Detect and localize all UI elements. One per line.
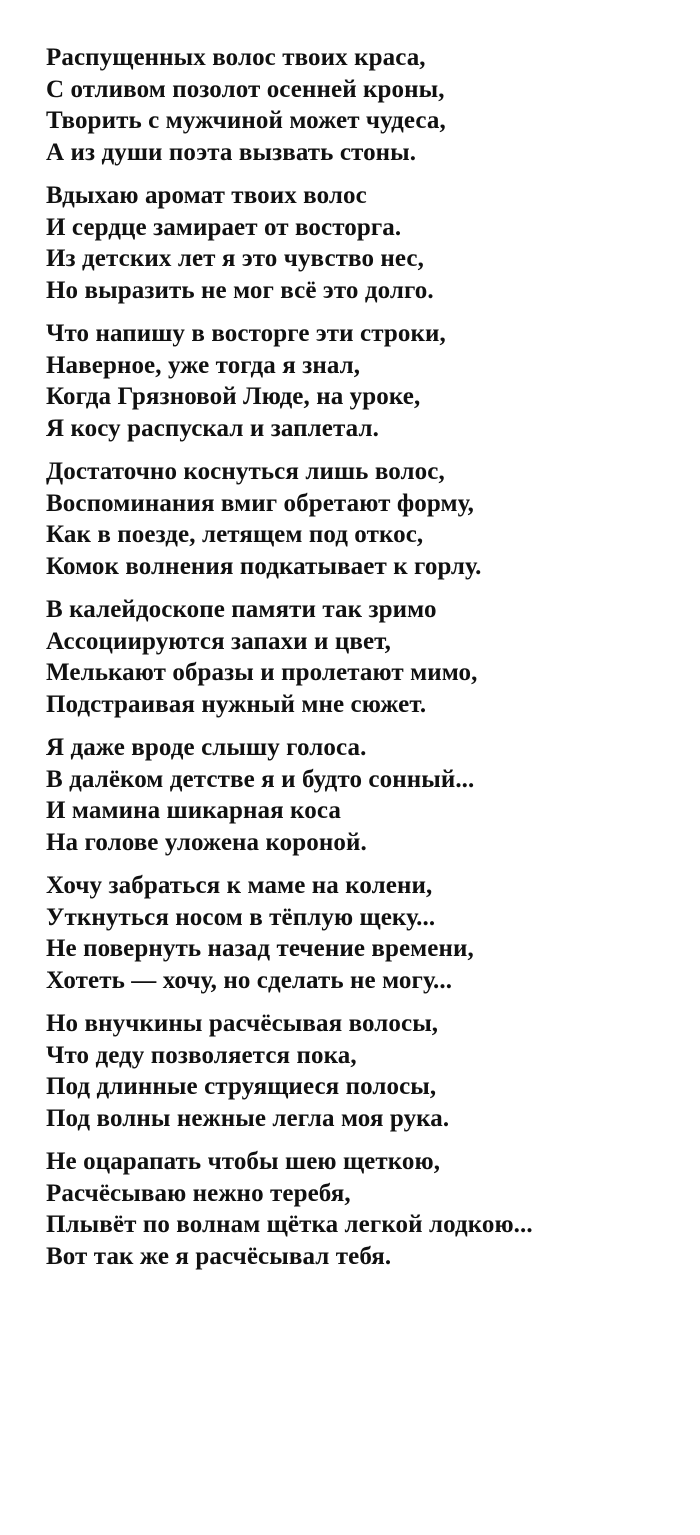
poem-line: Расчёсываю нежно теребя,	[46, 1179, 351, 1207]
poem-line: Не повернуть назад течение времени,	[46, 935, 474, 962]
poem-line: Когда Грязновой Люде, на уроке,	[46, 383, 421, 410]
stanza-7	[46, 870, 686, 996]
stanza-2	[46, 180, 686, 306]
poem-line: Что деду позволяется пока,	[46, 1041, 357, 1069]
poem-line: С отливом позолот осенней кроны,	[46, 75, 445, 103]
poem-line: Что напишу в восторге эти строки,	[46, 320, 446, 347]
poem-line: Уткнуться носом в тёплую щеку...	[46, 903, 436, 931]
poem-line: А из души поэта вызвать стоны.	[46, 138, 417, 166]
poem-line: Вот так же я расчёсывал тебя.	[46, 1242, 392, 1270]
poem-line: Достаточно коснуться лишь волос,	[46, 458, 445, 485]
poem-line: Распущенных волос твоих краса,	[46, 44, 426, 71]
poem-line: Как в поезде, летящем под откос,	[46, 521, 424, 548]
poem-line: Вдыхаю аромат твоих волос	[46, 182, 367, 209]
poem-line: Ассоциируются запахи и цвет,	[46, 627, 392, 655]
stanza-1	[46, 42, 686, 168]
poem-line: Из детских лет я это чувство нес,	[46, 245, 424, 272]
stanza-8	[46, 1008, 686, 1134]
poem-text	[46, 42, 686, 1284]
poem-line: Хотеть — хочу, но сделать не могу...	[46, 966, 453, 994]
poem-line: В калейдоскопе памяти так зримо	[46, 596, 437, 623]
poem-line: Но выразить не мог всё это долго.	[46, 276, 434, 304]
poem-line: Воспоминания вмиг обретают форму,	[46, 489, 475, 517]
poem-line: Творить с мужчиной может чудеса,	[46, 107, 446, 134]
poem-line: И сердце замирает от восторга.	[46, 213, 402, 241]
stanza-9	[46, 1146, 686, 1272]
stanza-6	[46, 732, 686, 858]
poem-line: Плывёт по волнам щётка легкой лодкою...	[46, 1211, 533, 1238]
poem-line: Я даже вроде слышу голоса.	[46, 734, 367, 761]
poem-line: И мамина шикарная коса	[46, 797, 341, 824]
poem-line: Хочу забраться к маме на колени,	[46, 872, 433, 899]
poem-line: Мелькают образы и пролетают мимо,	[46, 659, 478, 686]
poem-line: Подстраивая нужный мне сюжет.	[46, 690, 427, 718]
stanza-3	[46, 318, 686, 444]
poem-line: Я косу распускал и заплетал.	[46, 414, 379, 442]
poem-line: Но внучкины расчёсывая волосы,	[46, 1010, 439, 1037]
stanza-4	[46, 456, 686, 582]
poem-line: На голове уложена короной.	[46, 828, 367, 856]
poem-line: Под длинные струящиеся полосы,	[46, 1073, 437, 1100]
poem-line: Под волны нежные легла моя рука.	[46, 1104, 450, 1132]
poem-line: В далёком детстве я и будто сонный...	[46, 765, 475, 793]
stanza-5	[46, 594, 686, 720]
poem-line: Наверное, уже тогда я знал,	[46, 351, 361, 379]
poem-line: Не оцарапать чтобы шею щеткою,	[46, 1148, 441, 1175]
poem-line: Комок волнения подкатывает к горлу.	[46, 552, 482, 580]
